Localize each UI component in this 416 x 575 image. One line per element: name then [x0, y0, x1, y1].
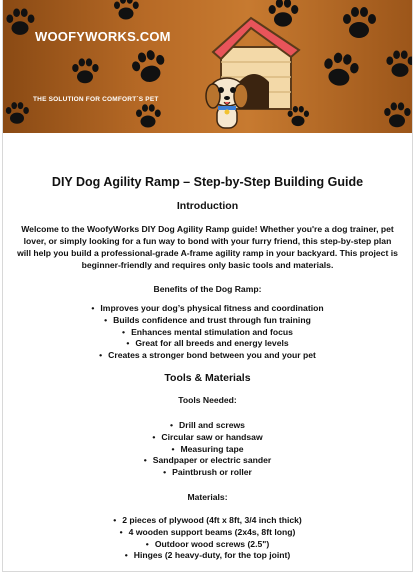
paw-print-icon	[129, 48, 169, 88]
paw-print-icon	[111, 0, 141, 24]
benefits-list	[17, 303, 398, 361]
paw-print-icon	[3, 100, 31, 128]
list-item: • Outdoor wood screws (2.5")	[17, 539, 398, 551]
list-item: • Sandpaper or electric sander	[17, 455, 398, 467]
list-item: • 4 wooden support beams (2x4s, 8ft long)	[17, 527, 398, 539]
paw-print-icon	[3, 6, 37, 40]
list-item: • Improves your dog’s physical fitness and coordination	[17, 303, 398, 315]
tools-heading: Tools Needed:	[178, 395, 237, 406]
list-item: • 2 pieces of plywood (4ft x 8ft, 3/4 inch thick)	[17, 515, 398, 527]
doghouse-with-puppy-illustration	[191, 2, 307, 132]
paw-print-icon	[319, 50, 361, 92]
paw-print-icon	[381, 100, 412, 132]
tools-list	[17, 420, 398, 478]
list-item: • Creates a stronger bond between you and your pet	[17, 350, 398, 362]
brand-name: WOOFYWORKS.COM	[35, 29, 171, 44]
introduction-text: Welcome to the WoofyWorks DIY Dog Agility Ramp guide! Whether you're a dog trainer, pet lover, or simply looking for a fun way to bond with your furry friend, this step-by-step plan will help you build a professional-grade A-frame agility ramp in your backyard. This project is beginner-friendly and requires only basic tools and materials.	[17, 224, 398, 271]
header-banner	[3, 0, 412, 133]
list-item: • Builds confidence and trust through fun training	[17, 315, 398, 327]
materials-list	[17, 515, 398, 561]
document-title: DIY Dog Agility Ramp – Step-by-Step Building Guide	[51, 175, 364, 189]
introduction-heading: Introduction	[176, 200, 239, 212]
list-item: • Hinges (2 heavy-duty, for the top joint)	[17, 550, 398, 562]
list-item: • Measuring tape	[17, 444, 398, 456]
paw-print-icon	[383, 48, 412, 82]
list-item: • Great for all breeds and energy levels	[17, 338, 398, 350]
list-item: • Paintbrush or roller	[17, 467, 398, 479]
brand-tagline: THE SOLUTION FOR COMFORT´S PET	[33, 96, 159, 103]
paw-print-icon	[69, 56, 101, 88]
document-page	[2, 0, 413, 572]
document-body	[3, 175, 412, 562]
list-item: • Circular saw or handsaw	[17, 432, 398, 444]
paw-print-icon	[133, 102, 163, 132]
benefits-heading: Benefits of the Dog Ramp:	[153, 284, 262, 295]
materials-heading: Materials:	[187, 492, 228, 503]
tools-materials-heading: Tools & Materials	[164, 372, 251, 385]
list-item: • Drill and screws	[17, 420, 398, 432]
paw-print-icon	[339, 4, 379, 44]
list-item: • Enhances mental stimulation and focus	[17, 327, 398, 339]
